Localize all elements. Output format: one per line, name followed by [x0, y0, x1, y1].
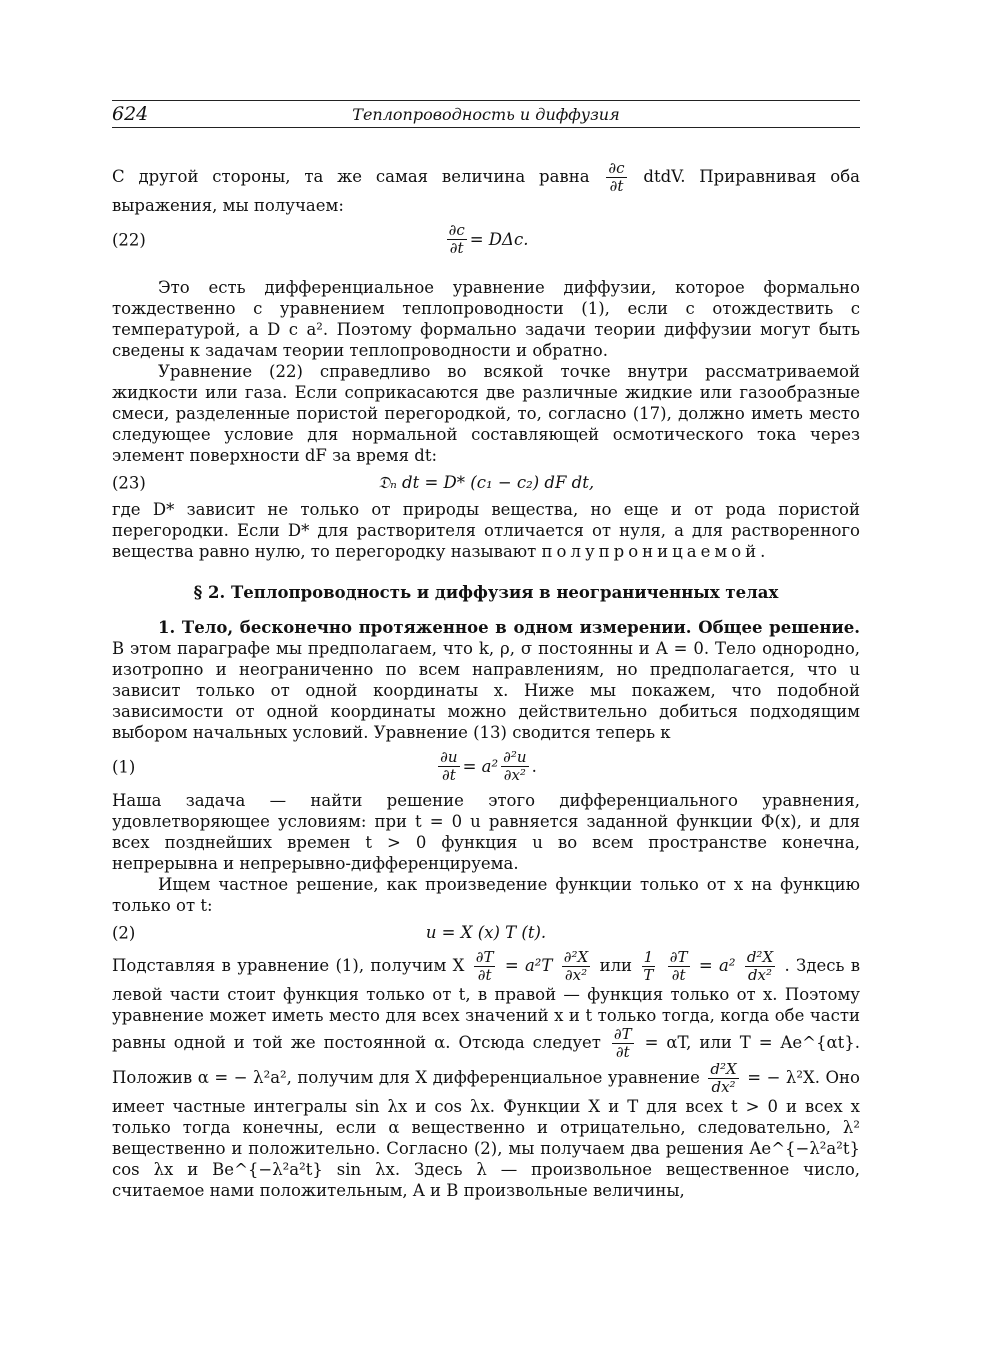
denominator: ∂t	[671, 966, 686, 984]
fraction	[438, 749, 459, 784]
paragraph-5	[112, 617, 860, 743]
subsection-title: 1. Тело, бесконечно протяженное в одном измерении. Общее решение.	[158, 618, 860, 637]
text-run: В этом параграфе мы предполагаем, что k, ρ, σ постоянны и A = 0. Тело однородно, изотропно и неограниченно по всем направлениям, но предполагается, что u зависит только от одной координаты x. Ниже мы покажем, что подобной зависимости от одной координаты можно действительно добиться подходящим выбором начальных условий. Уравнение (13) сводится теперь к	[112, 639, 860, 742]
spaced-term: полупроницаемой.	[541, 542, 770, 561]
page-number: 624	[112, 103, 149, 125]
denominator: ∂t	[477, 966, 492, 984]
numerator: ∂²u	[503, 748, 527, 766]
equation-body: u = X (x) T (t).	[425, 923, 547, 942]
numerator: d²X	[710, 1060, 737, 1078]
paragraph-8	[112, 949, 860, 1201]
page-body	[112, 160, 860, 1201]
equation-number: (23)	[112, 473, 146, 492]
numerator: ∂T	[613, 1025, 632, 1043]
text-run: С другой стороны, та же самая величина равна	[112, 167, 590, 186]
numerator: d²X	[746, 948, 774, 966]
denominator: ∂t	[449, 239, 464, 257]
denominator: ∂t	[441, 766, 456, 784]
paragraph-6: Наша задача — найти решение этого дифференциального уравнения, удовлетворяющее условиям: при t = 0 u равняется заданной функции Φ(x), и для всех позднейших времен t > 0 функция u во всем пространстве конечна, непрерывна и непрерывно-дифференцируема.	[112, 791, 860, 873]
numerator: 1	[643, 948, 654, 966]
text-run: Подставляя в уравнение (1), получим X	[112, 956, 465, 975]
text-run: = αT, или T = Ae^{αt}. Положив α = − λ²a², получим для X дифференциальное уравнение	[112, 1033, 861, 1087]
fraction	[745, 949, 775, 984]
denominator: dx²	[711, 1078, 736, 1096]
numerator: ∂c	[448, 221, 465, 239]
fraction	[641, 949, 655, 984]
denominator: ∂t	[615, 1043, 630, 1061]
fraction	[612, 1026, 634, 1061]
paragraph-4	[112, 499, 860, 562]
fraction	[501, 749, 528, 784]
text-run: dtdV. Приравнивая оба выражения, мы получаем:	[112, 167, 860, 215]
paragraph-7: Ищем частное решение, как произведение функции только от x на функцию только от t:	[112, 875, 860, 915]
numerator: ∂T	[475, 948, 494, 966]
running-header	[112, 100, 860, 128]
equation-end: .	[531, 757, 537, 776]
text-run: где D* зависит не только от природы вещества, но еще и от рода пористой перегородки. Если D* для растворителя отличается от нуля, а для растворенного вещества равно нулю, то перегородку называют	[112, 500, 860, 561]
equation-number: (2)	[112, 923, 136, 942]
fraction	[562, 949, 590, 984]
equation-rhs: = DΔc.	[469, 230, 529, 249]
numerator: ∂u	[440, 748, 458, 766]
numerator: ∂T	[669, 948, 688, 966]
equation-number: (1)	[112, 757, 136, 776]
denominator: dx²	[747, 966, 773, 984]
section-heading: § 2. Теплопроводность и диффузия в неограниченных телах	[193, 583, 779, 602]
text-run: = a²	[698, 956, 736, 975]
equation-mid: = a²	[462, 757, 499, 776]
denominator: ∂x²	[564, 966, 588, 984]
fraction	[668, 949, 690, 984]
fraction	[606, 160, 626, 195]
denominator: T	[643, 966, 654, 984]
equation-number: (22)	[112, 230, 146, 249]
fraction	[474, 949, 496, 984]
fraction	[447, 222, 467, 257]
denominator: ∂t	[609, 177, 624, 195]
text-run: = − λ²X. Оно имеет частные интегралы sin λx и cos λx. Функции X и T для всех t > 0 и всех x только тогда конечны, если α вещественно и отрицательно, следовательно, λ² вещественно и положительно. Согласно (2), мы получаем два решения Ae^{−λ²a²t} cos λx и Be^{−λ²a²t} sin λx. Здесь λ — произвольное вещественное число, считаемое нами положительным, A и B произвольные величины,	[112, 1068, 860, 1200]
equation-1	[112, 749, 860, 784]
paragraph-3: Уравнение (22) справедливо во всякой точке внутри рассматриваемой жидкости или газа. Если соприкасаются две различные жидкие или газообразные смеси, разделенные пористой перегородкой, то, согласно (17), должно иметь место следующее условие для нормальной составляющей осмотического тока через элемент поверхности dF за время dt:	[112, 362, 860, 465]
text-run: . Здесь в левой части стоит функция только от t, в правой — функция только от x. Поэтому уравнение может иметь место для всех значений x и t только тогда, когда обе части равны одной и той же постоянной α. Отсюда следует	[112, 956, 861, 1052]
paragraph-1	[112, 160, 860, 216]
numerator: ∂²X	[563, 948, 589, 966]
numerator: ∂c	[608, 159, 625, 177]
equation-22	[112, 222, 860, 257]
equation-23	[112, 472, 860, 493]
running-title: Теплопроводность и диффузия	[352, 105, 620, 124]
text-run: или	[599, 956, 633, 975]
paragraph-2: Это есть дифференциальное уравнение диффузии, которое формально тождественно с уравнением теплопроводности (1), если c отождествить с температурой, а D с a². Поэтому формально задачи теории диффузии могут быть сведены к задачам теории теплопроводности и обратно.	[112, 278, 860, 360]
fraction	[708, 1061, 738, 1096]
denominator: ∂x²	[503, 766, 526, 784]
equation-body: 𝔇ₙ dt = D* (c₁ − c₂) dF dt,	[377, 473, 595, 492]
equation-2	[112, 922, 860, 943]
text-run: = a²T	[504, 956, 553, 975]
